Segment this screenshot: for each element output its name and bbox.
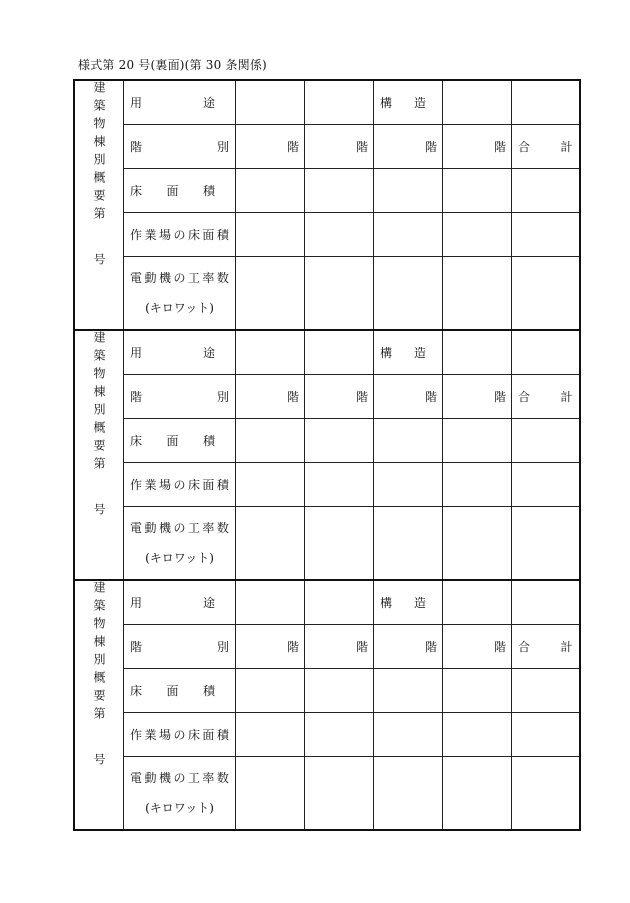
total-label: 合 計 [512, 125, 580, 169]
motor-unit: (キロワット) [145, 551, 214, 565]
motor-label: 電 動 機 の 工 率 数 (キロワット) [124, 757, 236, 831]
floor-row [74, 125, 580, 169]
floor-3[interactable]: 階 [374, 375, 443, 419]
motor-2[interactable] [305, 507, 374, 581]
motor-total[interactable] [512, 757, 580, 831]
motor-row [74, 257, 580, 331]
floor-row [74, 375, 580, 419]
workshop-area-row [74, 213, 580, 257]
floor-label: 階 別 [124, 375, 236, 419]
floor-row [74, 625, 580, 669]
floor-area-2[interactable] [305, 419, 374, 463]
floor-area-row [74, 169, 580, 213]
motor-unit: (キロワット) [145, 801, 214, 815]
workshop-area-label: 作 業 場 の 床 面 積 [124, 213, 236, 257]
use-value-1[interactable] [236, 580, 305, 625]
floor-1[interactable]: 階 [236, 625, 305, 669]
workshop-area-label: 作 業 場 の 床 面 積 [124, 713, 236, 757]
use-row [74, 80, 580, 125]
floor-area-total[interactable] [512, 169, 580, 213]
motor-4[interactable] [443, 757, 512, 831]
floor-4[interactable]: 階 [443, 125, 512, 169]
workshop-area-total[interactable] [512, 713, 580, 757]
floor-area-4[interactable] [443, 169, 512, 213]
workshop-area-1[interactable] [236, 713, 305, 757]
workshop-area-1[interactable] [236, 463, 305, 507]
use-row [74, 580, 580, 625]
workshop-area-3[interactable] [374, 713, 443, 757]
floor-area-1[interactable] [236, 419, 305, 463]
side-label-text: 建築物棟別概要第 [92, 331, 106, 475]
structure-value-2[interactable] [512, 80, 580, 125]
structure-value-1[interactable] [443, 580, 512, 625]
section-side-label [74, 330, 124, 580]
use-value-1[interactable] [236, 80, 305, 125]
side-number-suffix: 号 [92, 753, 106, 771]
side-label-text: 建築物棟別概要第 [92, 581, 106, 725]
workshop-area-4[interactable] [443, 213, 512, 257]
floor-area-row [74, 419, 580, 463]
use-value-2[interactable] [305, 580, 374, 625]
floor-area-row [74, 669, 580, 713]
structure-label: 構 造 [374, 330, 443, 375]
motor-label: 電 動 機 の 工 率 数 (キロワット) [124, 507, 236, 581]
use-value-2[interactable] [305, 330, 374, 375]
floor-3[interactable]: 階 [374, 125, 443, 169]
motor-row [74, 757, 580, 831]
motor-1[interactable] [236, 757, 305, 831]
motor-label: 電 動 機 の 工 率 数 (キロワット) [124, 257, 236, 331]
motor-3[interactable] [374, 257, 443, 331]
floor-area-total[interactable] [512, 419, 580, 463]
motor-2[interactable] [305, 757, 374, 831]
workshop-area-total[interactable] [512, 463, 580, 507]
floor-2[interactable]: 階 [305, 625, 374, 669]
motor-3[interactable] [374, 507, 443, 581]
structure-label: 構 造 [374, 580, 443, 625]
use-label: 用 途 [124, 80, 236, 125]
section-side-label [74, 80, 124, 330]
workshop-area-3[interactable] [374, 213, 443, 257]
building-summary-form [73, 79, 581, 831]
floor-area-label: 床 面 積 [124, 169, 236, 213]
use-value-2[interactable] [305, 80, 374, 125]
floor-area-3[interactable] [374, 169, 443, 213]
floor-area-3[interactable] [374, 419, 443, 463]
workshop-area-row [74, 713, 580, 757]
motor-total[interactable] [512, 507, 580, 581]
floor-area-3[interactable] [374, 669, 443, 713]
floor-area-4[interactable] [443, 669, 512, 713]
workshop-area-label: 作 業 場 の 床 面 積 [124, 463, 236, 507]
floor-area-2[interactable] [305, 669, 374, 713]
side-label-text: 建築物棟別概要第 [92, 81, 106, 225]
floor-2[interactable]: 階 [305, 375, 374, 419]
floor-4[interactable]: 階 [443, 375, 512, 419]
structure-value-2[interactable] [512, 330, 580, 375]
workshop-area-4[interactable] [443, 713, 512, 757]
floor-2[interactable]: 階 [305, 125, 374, 169]
floor-3[interactable]: 階 [374, 625, 443, 669]
workshop-area-4[interactable] [443, 463, 512, 507]
total-label: 合 計 [512, 625, 580, 669]
structure-value-2[interactable] [512, 580, 580, 625]
motor-unit: (キロワット) [145, 301, 214, 315]
use-value-1[interactable] [236, 330, 305, 375]
floor-label: 階 別 [124, 625, 236, 669]
motor-1[interactable] [236, 257, 305, 331]
use-label: 用 途 [124, 330, 236, 375]
floor-4[interactable]: 階 [443, 625, 512, 669]
motor-row [74, 507, 580, 581]
workshop-area-2[interactable] [305, 713, 374, 757]
floor-1[interactable]: 階 [236, 375, 305, 419]
use-label: 用 途 [124, 580, 236, 625]
motor-1[interactable] [236, 507, 305, 581]
use-row [74, 330, 580, 375]
workshop-area-2[interactable] [305, 463, 374, 507]
floor-area-1[interactable] [236, 169, 305, 213]
motor-total[interactable] [512, 257, 580, 331]
section-side-label [74, 580, 124, 830]
floor-area-1[interactable] [236, 669, 305, 713]
workshop-area-3[interactable] [374, 463, 443, 507]
structure-value-1[interactable] [443, 80, 512, 125]
floor-area-4[interactable] [443, 419, 512, 463]
motor-2[interactable] [305, 257, 374, 331]
structure-value-1[interactable] [443, 330, 512, 375]
motor-4[interactable] [443, 257, 512, 331]
floor-area-total[interactable] [512, 669, 580, 713]
floor-area-label: 床 面 積 [124, 419, 236, 463]
floor-area-label: 床 面 積 [124, 669, 236, 713]
floor-1[interactable]: 階 [236, 125, 305, 169]
floor-label: 階 別 [124, 125, 236, 169]
total-label: 合 計 [512, 375, 580, 419]
floor-area-2[interactable] [305, 169, 374, 213]
form-title: 様式第 20 号(裏面)(第 30 条関係) [78, 58, 267, 72]
workshop-area-1[interactable] [236, 213, 305, 257]
workshop-area-row [74, 463, 580, 507]
structure-label: 構 造 [374, 80, 443, 125]
side-number-suffix: 号 [92, 503, 106, 521]
motor-3[interactable] [374, 757, 443, 831]
motor-4[interactable] [443, 507, 512, 581]
workshop-area-2[interactable] [305, 213, 374, 257]
workshop-area-total[interactable] [512, 213, 580, 257]
side-number-suffix: 号 [92, 253, 106, 271]
